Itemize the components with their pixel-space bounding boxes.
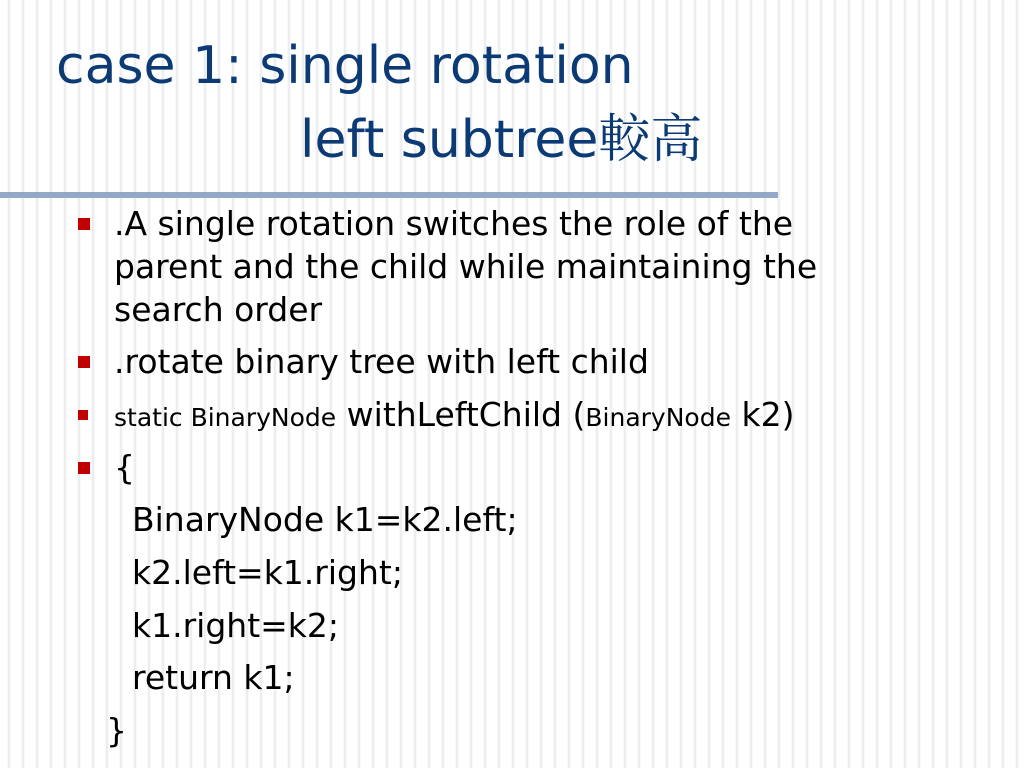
bullet-4-text: {: [114, 448, 135, 487]
bullet-square-icon: [78, 356, 90, 368]
title-line-2-cjk: 較高: [598, 110, 703, 170]
slide-title: [0, 0, 1024, 190]
bullet-3-text: [114, 393, 794, 439]
bullet-square-icon: [78, 218, 90, 230]
code-line: return k1;: [132, 658, 295, 697]
bullet-square-icon: [78, 462, 90, 474]
bullet-1-line-3: search order: [114, 290, 323, 329]
bullet-3-static-type: static BinaryNode: [114, 403, 337, 432]
bullet-3-param-type: BinaryNode: [585, 403, 731, 432]
title-line-1: case 1: single rotation: [56, 36, 634, 96]
closing-brace: }: [106, 711, 127, 750]
bullet-1-line-1: .A single rotation switches the role of the: [114, 204, 794, 243]
slide-body: [0, 200, 1024, 768]
title-divider: [0, 192, 778, 198]
bullet-3-param: k2): [730, 395, 795, 434]
bullet-1-line-2: parent and the child while maintaining the: [114, 247, 818, 286]
bullet-2-text: .rotate binary tree with left child: [114, 342, 649, 381]
code-line: BinaryNode k1=k2.left;: [132, 500, 518, 539]
bullet-3-method: withLeftChild (: [336, 395, 586, 434]
bullet-square-icon: [78, 410, 88, 420]
code-line: k1.right=k2;: [132, 606, 340, 645]
title-line-2-latin: left subtree: [300, 110, 599, 170]
code-line: k2.left=k1.right;: [132, 553, 403, 592]
title-line-2: [300, 110, 703, 170]
